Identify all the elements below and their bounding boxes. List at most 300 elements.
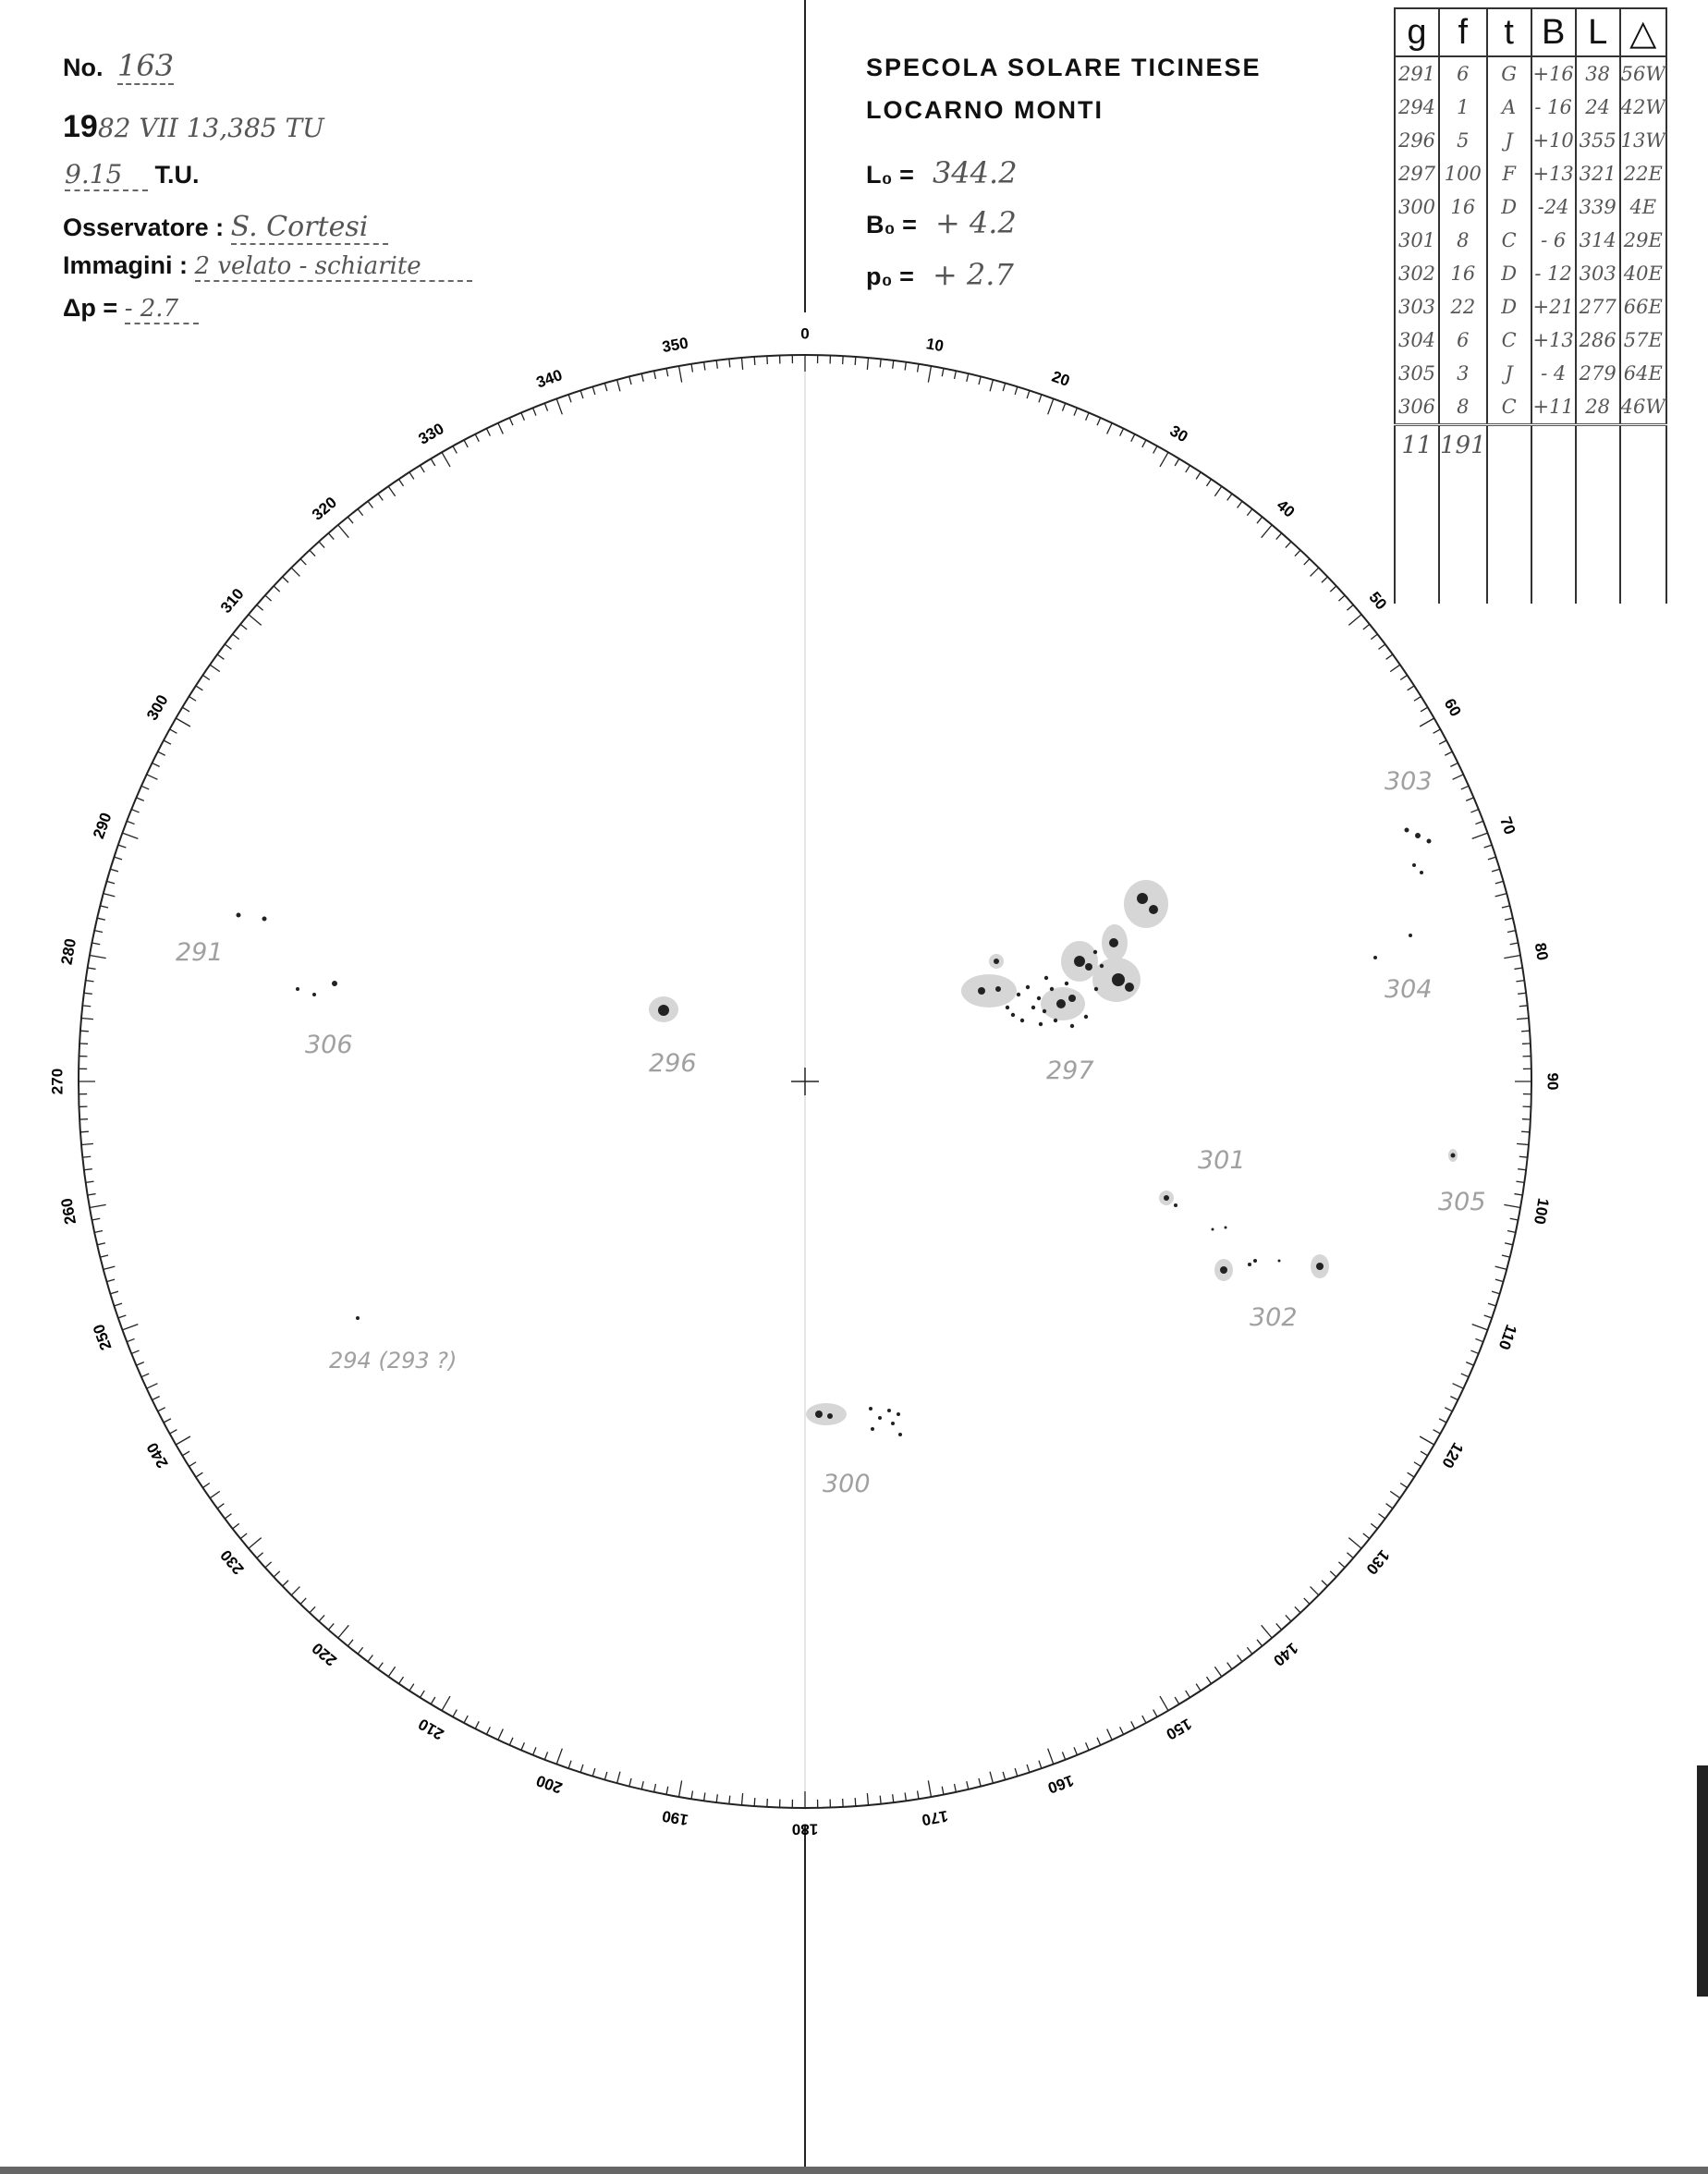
images-label: Immagini : [63, 251, 189, 279]
degree-tick [1461, 1374, 1469, 1377]
degree-tick [310, 1606, 315, 1613]
time-unit: T.U. [154, 161, 200, 189]
degree-tick [654, 371, 656, 379]
table-cell: 42W [1620, 91, 1666, 124]
table-cell: 8 [1439, 390, 1487, 425]
degree-label: 120 [1438, 1439, 1467, 1472]
table-header-3: B [1531, 8, 1576, 56]
degree-tick [1097, 418, 1101, 425]
degree-tick [1439, 1419, 1446, 1423]
L0-label: L₀ = [866, 161, 914, 189]
degree-tick [1322, 1581, 1327, 1586]
degree-label: 180 [791, 1820, 819, 1838]
degree-tick [338, 1625, 349, 1638]
degree-tick [1472, 833, 1488, 838]
degree-tick [1175, 1697, 1179, 1704]
table-cell: 302 [1395, 257, 1439, 290]
degree-tick [1304, 1598, 1310, 1604]
degree-tick [110, 869, 118, 872]
table-cell: +16 [1531, 56, 1576, 91]
degree-tick [1039, 1761, 1042, 1769]
degree-tick [1062, 403, 1065, 410]
P0-value: + 2.7 [932, 257, 1014, 292]
degree-tick [310, 550, 315, 556]
table-cell: 64E [1620, 357, 1666, 390]
degree-tick [1445, 1408, 1452, 1411]
degree-tick [880, 359, 881, 367]
group-label-297: 297 [1046, 1056, 1094, 1085]
degree-tick [691, 364, 692, 373]
degree-label: 100 [1530, 1196, 1553, 1227]
umbra [312, 993, 316, 996]
degree-tick [409, 1684, 414, 1692]
degree-label: 90 [1543, 1072, 1562, 1091]
degree-label: 350 [660, 334, 690, 357]
group-label-304: 304 [1385, 975, 1433, 1004]
degree-tick [1304, 559, 1310, 565]
degree-tick [80, 1131, 89, 1132]
table-cell: A [1487, 91, 1531, 124]
degree-tick [1484, 845, 1493, 848]
degree-tick [233, 1523, 239, 1529]
degree-tick [568, 395, 571, 403]
degree-tick [82, 1006, 91, 1007]
table-cell: 66E [1620, 290, 1666, 324]
degree-tick [86, 1181, 94, 1182]
degree-tick [257, 1553, 263, 1558]
degree-tick [1470, 1350, 1478, 1353]
table-cell: 1 [1439, 91, 1487, 124]
degree-tick [905, 362, 906, 371]
table-cell: +13 [1531, 324, 1576, 357]
umbra [1093, 950, 1097, 954]
degree-tick [1390, 1491, 1400, 1497]
degree-tick [1175, 458, 1179, 466]
penumbra [1124, 880, 1168, 928]
degree-tick [164, 1419, 171, 1423]
degree-tick [319, 1615, 324, 1621]
degree-tick [509, 1738, 513, 1745]
umbra [1427, 839, 1432, 844]
umbra [1065, 982, 1068, 985]
degree-tick [1015, 386, 1018, 395]
degree-tick [1510, 1218, 1519, 1220]
degree-tick [291, 1587, 299, 1595]
degree-tick [147, 775, 158, 779]
degree-tick [1518, 1169, 1526, 1170]
umbra [815, 1411, 823, 1418]
P0-label: p₀ = [866, 263, 914, 290]
degree-tick [1247, 509, 1252, 516]
table-cell: 296 [1395, 124, 1439, 157]
degree-tick [233, 634, 239, 640]
degree-tick [1062, 1752, 1065, 1759]
degree-tick [1107, 1729, 1112, 1740]
table-cell: 304 [1395, 324, 1439, 357]
degree-tick [368, 501, 372, 507]
degree-tick [158, 1408, 165, 1411]
degree-tick [1517, 1018, 1529, 1019]
degree-tick [464, 1716, 468, 1723]
degree-tick [1472, 1325, 1488, 1330]
degree-tick [1492, 1291, 1500, 1294]
table-cell: 3 [1439, 357, 1487, 390]
table-cell: 4E [1620, 190, 1666, 224]
degree-tick [967, 1781, 969, 1789]
umbra [1248, 1263, 1251, 1266]
degree-tick [1514, 1194, 1522, 1195]
degree-label: 270 [48, 1068, 67, 1095]
degree-tick [1003, 383, 1005, 391]
degree-label: 170 [920, 1806, 950, 1829]
degree-tick [498, 423, 503, 434]
umbra [1109, 938, 1118, 947]
umbra [887, 1409, 891, 1412]
table-cell: 277 [1576, 290, 1620, 324]
degree-tick [1519, 1156, 1528, 1157]
table-header-2: t [1487, 8, 1531, 56]
degree-tick [265, 595, 272, 601]
degree-tick [80, 1031, 89, 1032]
degree-tick [118, 845, 127, 848]
degree-tick [1453, 775, 1464, 779]
degree-tick [1484, 1315, 1493, 1318]
degree-label: 230 [216, 1546, 248, 1578]
degree-tick [210, 665, 220, 671]
institution-line-2: LOCARNO MONTI [866, 96, 1104, 124]
group-label-300: 300 [823, 1470, 871, 1498]
degree-tick [1286, 542, 1291, 548]
degree-tick [1039, 395, 1042, 403]
degree-tick [274, 1571, 280, 1577]
degree-tick [1495, 1279, 1504, 1281]
degree-tick [928, 366, 931, 383]
degree-tick [291, 568, 299, 576]
umbra [1054, 1019, 1057, 1022]
umbra [897, 1412, 900, 1416]
umbra [1044, 976, 1048, 980]
degree-tick [1097, 1738, 1101, 1745]
degree-tick [388, 486, 395, 496]
degree-label: 310 [216, 585, 248, 617]
degree-tick [1186, 465, 1190, 472]
degree-tick [189, 696, 196, 701]
table-cell: 24 [1576, 91, 1620, 124]
degree-tick [283, 1581, 288, 1586]
umbra [237, 913, 241, 918]
degree-tick [1276, 533, 1282, 540]
umbra [1149, 905, 1158, 914]
table-cell: 6 [1439, 324, 1487, 357]
degree-tick [225, 644, 231, 649]
degree-tick [533, 408, 536, 415]
degree-tick [1519, 1006, 1528, 1007]
degree-tick [442, 1696, 450, 1711]
degree-tick [328, 1623, 334, 1630]
degree-tick [1421, 707, 1428, 712]
group-label-294: 294 (293 ?) [329, 1348, 458, 1374]
umbra [1174, 1203, 1177, 1207]
degree-tick [1450, 1397, 1458, 1400]
degree-label: 70 [1496, 814, 1519, 837]
umbra [658, 1005, 669, 1016]
degree-tick [257, 605, 263, 610]
degree-tick [629, 376, 631, 385]
institution-line-1: SPECOLA SOLARE TICINESE [866, 54, 1262, 81]
degree-tick [1516, 981, 1524, 982]
table-cell: 38 [1576, 56, 1620, 91]
degree-tick [122, 1325, 138, 1330]
umbra [869, 1407, 872, 1411]
degree-tick [679, 366, 682, 383]
degree-label: 50 [1365, 588, 1391, 614]
degree-tick [164, 740, 171, 744]
degree-tick [1514, 968, 1522, 969]
umbra [891, 1422, 895, 1425]
degree-label: 220 [309, 1639, 340, 1670]
degree-tick [114, 1303, 122, 1306]
degree-tick [1475, 821, 1482, 824]
degree-tick [1322, 577, 1327, 582]
degree-tick [1408, 686, 1415, 690]
degree-label: 250 [89, 1322, 116, 1353]
degree-tick [1330, 586, 1336, 592]
degree-tick [189, 1462, 196, 1467]
degree-tick [1434, 729, 1441, 733]
degree-tick [358, 509, 363, 516]
group-label-305: 305 [1438, 1188, 1486, 1216]
degree-tick [1386, 1504, 1393, 1508]
degree-tick [1507, 931, 1516, 933]
degree-tick [122, 833, 138, 838]
degree-tick [90, 1204, 106, 1207]
degree-tick [1507, 1231, 1516, 1233]
degree-tick [1330, 1571, 1336, 1577]
degree-tick [1276, 1623, 1282, 1630]
degree-tick [1379, 644, 1385, 649]
degree-tick [716, 1794, 717, 1802]
table-cell: 297 [1395, 157, 1439, 190]
table-cell: C [1487, 224, 1531, 257]
degree-tick [741, 1793, 742, 1805]
penumbra [961, 974, 1017, 1008]
degree-tick [691, 1790, 692, 1799]
table-cell: 314 [1576, 224, 1620, 257]
degree-tick [1475, 1338, 1482, 1341]
degree-tick [240, 624, 247, 629]
table-cell: 300 [1395, 190, 1439, 224]
degree-tick [368, 1655, 372, 1662]
degree-tick [556, 398, 562, 414]
umbra [898, 1433, 902, 1436]
degree-tick [1206, 479, 1211, 485]
degree-tick [1414, 696, 1421, 701]
table-cell: 6 [1439, 56, 1487, 91]
degree-tick [1348, 615, 1361, 626]
degree-tick [475, 434, 479, 442]
degree-tick [1120, 429, 1124, 436]
degree-tick [1495, 894, 1507, 897]
degree-tick [1206, 1677, 1211, 1683]
degree-tick [1371, 1523, 1377, 1529]
degree-tick [641, 373, 643, 382]
umbra [1137, 893, 1148, 904]
degree-label: 320 [309, 493, 340, 524]
degree-tick [127, 1338, 134, 1341]
degree-tick [1470, 810, 1478, 812]
table-cell: J [1487, 357, 1531, 390]
degree-tick [249, 615, 262, 626]
table-cell: 56W [1620, 56, 1666, 91]
degree-tick [704, 362, 705, 371]
degree-tick [81, 1018, 93, 1019]
degree-tick [990, 380, 993, 392]
degree-tick [182, 707, 189, 712]
umbra [1039, 1022, 1043, 1026]
degree-tick [1311, 568, 1319, 576]
degree-label: 60 [1440, 695, 1465, 720]
umbra [1405, 828, 1409, 833]
degree-tick [1142, 1716, 1146, 1723]
degree-tick [1196, 472, 1201, 480]
degree-tick [338, 525, 349, 538]
degree-tick [1338, 1562, 1345, 1568]
degree-tick [942, 1787, 944, 1795]
degree-tick [1295, 550, 1300, 556]
degree-label: 0 [800, 324, 810, 343]
degree-tick [94, 931, 103, 933]
umbra [1037, 996, 1041, 1000]
degree-label: 280 [57, 936, 80, 967]
degree-tick [106, 1279, 115, 1281]
degree-tick [217, 654, 224, 659]
umbra [1409, 934, 1412, 937]
table-cell: C [1487, 390, 1531, 425]
degree-tick [442, 452, 450, 467]
degree-tick [1160, 452, 1168, 467]
table-cell: 57E [1620, 324, 1666, 357]
table-cell: 303 [1576, 257, 1620, 290]
degree-tick [568, 1761, 571, 1769]
degree-tick [1186, 1691, 1190, 1698]
umbra [1278, 1260, 1281, 1263]
degree-tick [170, 1430, 177, 1434]
degree-tick [617, 380, 620, 392]
degree-tick [1027, 1765, 1030, 1773]
degree-tick [990, 1772, 993, 1784]
degree-tick [1390, 665, 1400, 671]
degree-tick [544, 403, 547, 410]
degree-tick [97, 1243, 105, 1245]
degree-tick [388, 1667, 395, 1677]
umbra [1253, 1259, 1257, 1263]
degree-tick [1516, 1181, 1524, 1182]
degree-label: 30 [1166, 421, 1191, 446]
degree-tick [1466, 1362, 1473, 1366]
degree-tick [420, 465, 424, 472]
degree-tick [84, 993, 92, 994]
degree-tick [147, 1384, 158, 1388]
table-cell: 303 [1395, 290, 1439, 324]
table-cell: 40E [1620, 257, 1666, 290]
umbra [1125, 983, 1134, 992]
degree-tick [1517, 1143, 1529, 1144]
degree-tick [358, 1647, 363, 1654]
degree-tick [431, 1697, 435, 1704]
degree-tick [486, 1727, 490, 1734]
degree-tick [1505, 918, 1513, 920]
degree-tick [1003, 1772, 1005, 1780]
table-cell: 5 [1439, 124, 1487, 157]
scan-bottom-edge [0, 2167, 1708, 2174]
degree-tick [1214, 486, 1221, 496]
umbra [1373, 956, 1377, 959]
degree-tick [1348, 1538, 1361, 1549]
degree-tick [94, 1231, 103, 1233]
degree-label: 80 [1531, 941, 1552, 962]
degree-tick [1048, 398, 1054, 414]
umbra [995, 986, 1001, 992]
degree-tick [1338, 595, 1345, 601]
umbra [871, 1427, 874, 1431]
degree-tick [1466, 798, 1473, 801]
umbra [1212, 1228, 1214, 1231]
table-cell: 16 [1439, 190, 1487, 224]
degree-tick [855, 1798, 856, 1806]
number-label: No. [63, 54, 104, 81]
degree-tick [918, 1790, 919, 1799]
degree-tick [1107, 423, 1112, 434]
degree-tick [1227, 1663, 1232, 1669]
degree-tick [114, 857, 122, 860]
table-cell: - 16 [1531, 91, 1576, 124]
degree-tick [141, 786, 149, 789]
degree-tick [1074, 1747, 1077, 1754]
degree-tick [867, 1793, 868, 1805]
degree-tick [136, 798, 143, 801]
degree-tick [521, 1742, 525, 1750]
degree-tick [1286, 1615, 1291, 1621]
degree-tick [1196, 1684, 1201, 1692]
observer-value: S. Cortesi [231, 211, 388, 245]
degree-tick [1262, 525, 1273, 538]
degree-tick [1453, 1384, 1464, 1388]
degree-tick [1488, 857, 1496, 860]
umbra [296, 987, 299, 991]
umbra [1031, 1006, 1035, 1009]
degree-tick [464, 440, 468, 447]
degree-tick [580, 390, 583, 398]
degree-tick [942, 368, 944, 376]
degree-tick [1495, 1266, 1507, 1269]
degree-tick [1363, 1533, 1370, 1539]
degree-tick [1347, 1553, 1353, 1558]
degree-tick [641, 1781, 643, 1789]
table-cell: - 6 [1531, 224, 1576, 257]
umbra [1017, 993, 1020, 996]
table-cell: 28 [1576, 390, 1620, 425]
degree-tick [1439, 740, 1446, 744]
degree-tick [176, 718, 190, 727]
table-cell: 321 [1576, 157, 1620, 190]
degree-tick [1488, 1303, 1496, 1306]
table-cell: 339 [1576, 190, 1620, 224]
degree-tick [928, 1780, 931, 1797]
table-header-1: f [1439, 8, 1487, 56]
umbra [1164, 1195, 1169, 1201]
degree-tick [1502, 1255, 1510, 1257]
degree-tick [1363, 624, 1370, 629]
